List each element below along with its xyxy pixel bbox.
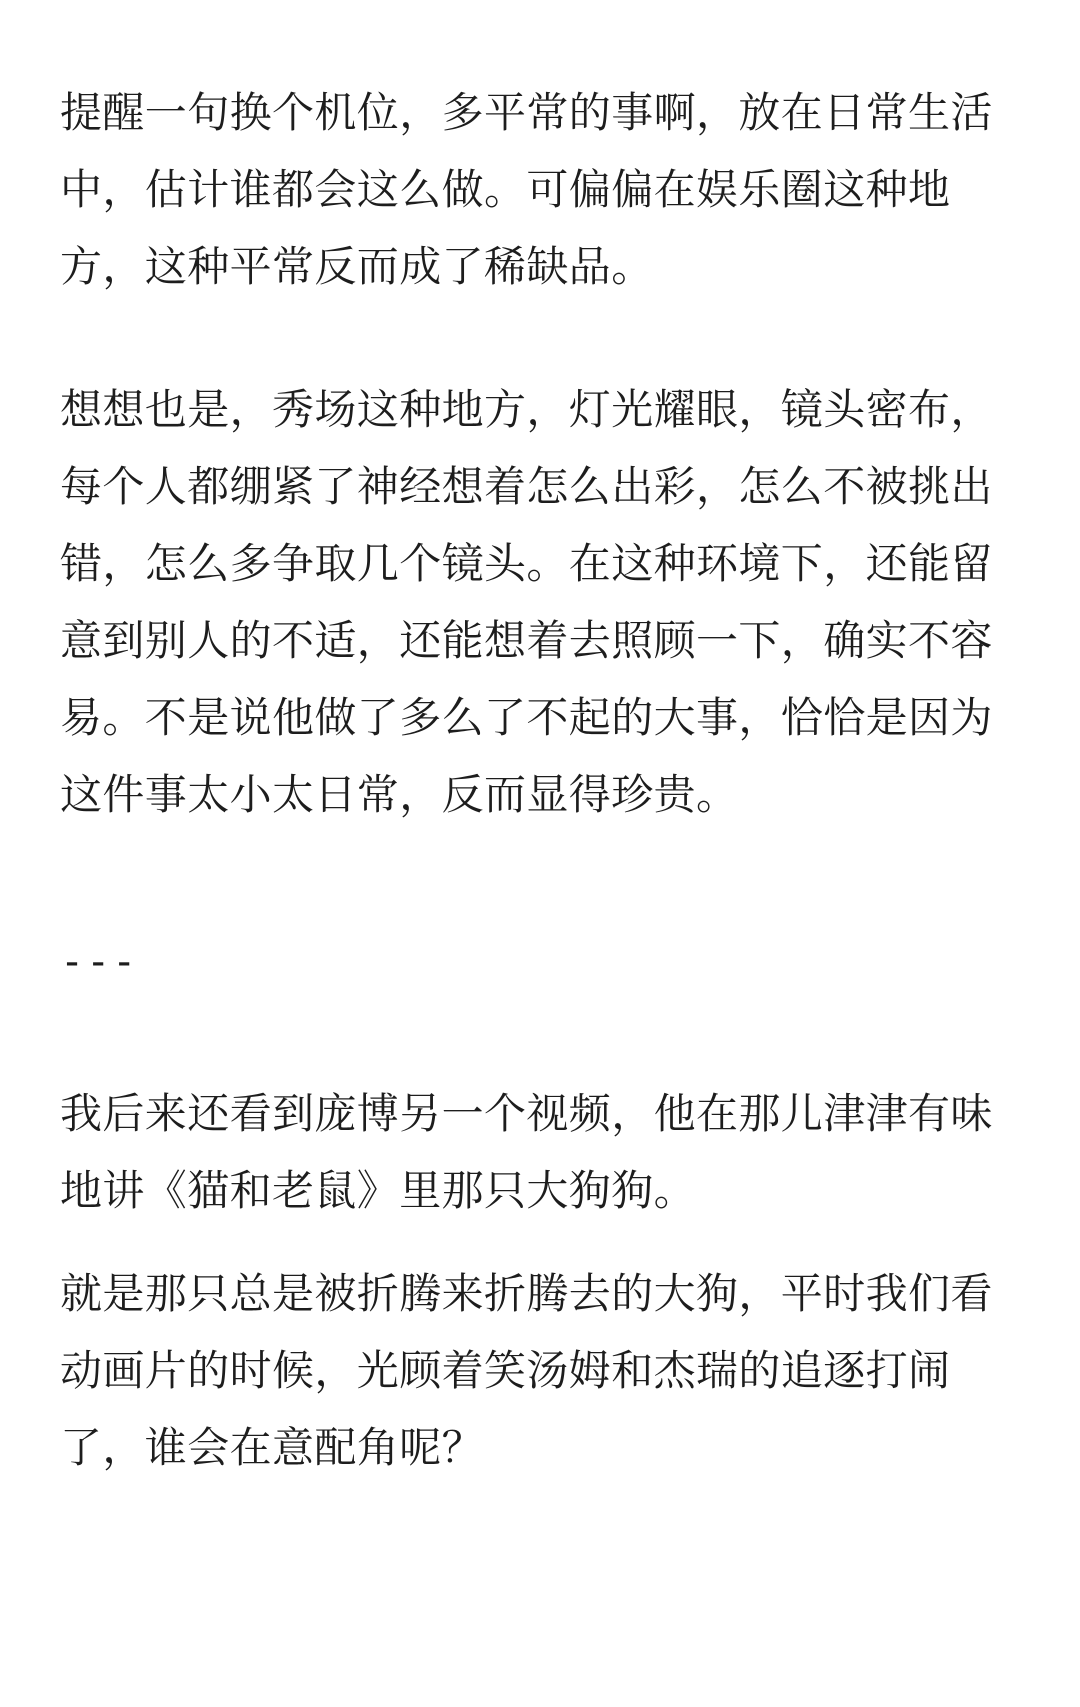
paragraph-2: 想想也是，秀场这种地方，灯光耀眼，镜头密布，每个人都绷紧了神经想着怎么出彩，怎么不被挑出错，怎么多争取几个镜头。在这种环境下，还能留意到别人的不适，还能想着去照顾一下，确实不容易。不是说他做了多么了不起的大事，恰恰是因为这件事太小太日常，反而显得珍贵。 xyxy=(60,385,993,819)
paragraph-1: 提醒一句换个机位，多平常的事啊，放在日常生活中，估计谁都会这么做。可偏偏在娱乐圈这种地方，这种平常反而成了稀缺品。 xyxy=(60,88,993,291)
article-body xyxy=(60,0,1020,1707)
paragraph-4: 就是那只总是被折腾来折腾去的大狗，平时我们看动画片的时候，光顾着笑汤姆和杰瑞的追逐打闹了，谁会在意配角呢？ xyxy=(60,1269,993,1472)
paragraph-3: 我后来还看到庞博另一个视频，他在那儿津津有味地讲《猫和老鼠》里那只大狗狗。 xyxy=(60,1089,993,1215)
section-divider: --- xyxy=(60,939,139,985)
